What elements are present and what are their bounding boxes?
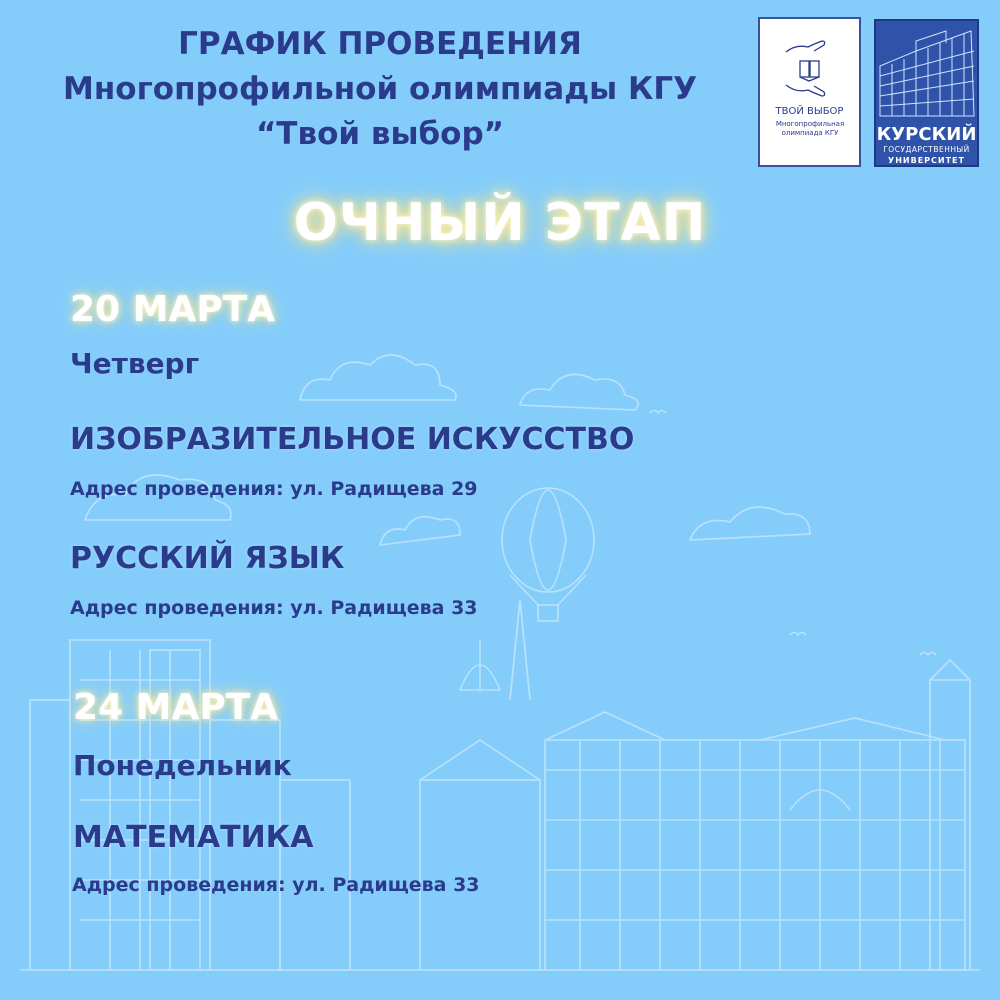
subject-title: МАТЕМАТИКА bbox=[73, 820, 314, 855]
university-logo-line-2: ГОСУДАРСТВЕННЫЙ bbox=[883, 145, 970, 154]
hands-book-icon bbox=[760, 19, 859, 104]
event-address: Адрес проведения: ул. Радищева 29 bbox=[70, 478, 478, 500]
weekday-label: Четверг bbox=[70, 347, 200, 380]
university-logo-line-1: КУРСКИЙ bbox=[876, 124, 977, 145]
title-line-2: Многопрофильной олимпиады КГУ bbox=[63, 71, 697, 107]
olympiad-logo-name: ТВОЙ ВЫБОР bbox=[775, 106, 844, 117]
subject-title: ИЗОБРАЗИТЕЛЬНОЕ ИСКУССТВО bbox=[70, 422, 635, 457]
university-logo bbox=[874, 19, 979, 167]
stage-title: ОЧНЫЙ ЭТАП bbox=[293, 193, 707, 253]
page-title bbox=[0, 22, 760, 157]
olympiad-logo-subtitle: Многопрофильная олимпиада КГУ bbox=[775, 120, 845, 137]
subject-title: РУССКИЙ ЯЗЫК bbox=[70, 541, 345, 576]
weekday-label: Понедельник bbox=[73, 749, 292, 782]
university-building-icon bbox=[876, 21, 977, 121]
olympiad-logo bbox=[758, 17, 861, 167]
date-heading: 20 МАРТА bbox=[70, 289, 276, 330]
event-address: Адрес проведения: ул. Радищева 33 bbox=[70, 597, 478, 619]
date-heading: 24 МАРТА bbox=[73, 687, 279, 728]
title-line-1: ГРАФИК ПРОВЕДЕНИЯ bbox=[178, 26, 582, 62]
university-logo-line-3: УНИВЕРСИТЕТ bbox=[888, 156, 965, 165]
event-address: Адрес проведения: ул. Радищева 33 bbox=[72, 874, 480, 896]
title-line-3: “Твой выбор” bbox=[255, 116, 505, 152]
